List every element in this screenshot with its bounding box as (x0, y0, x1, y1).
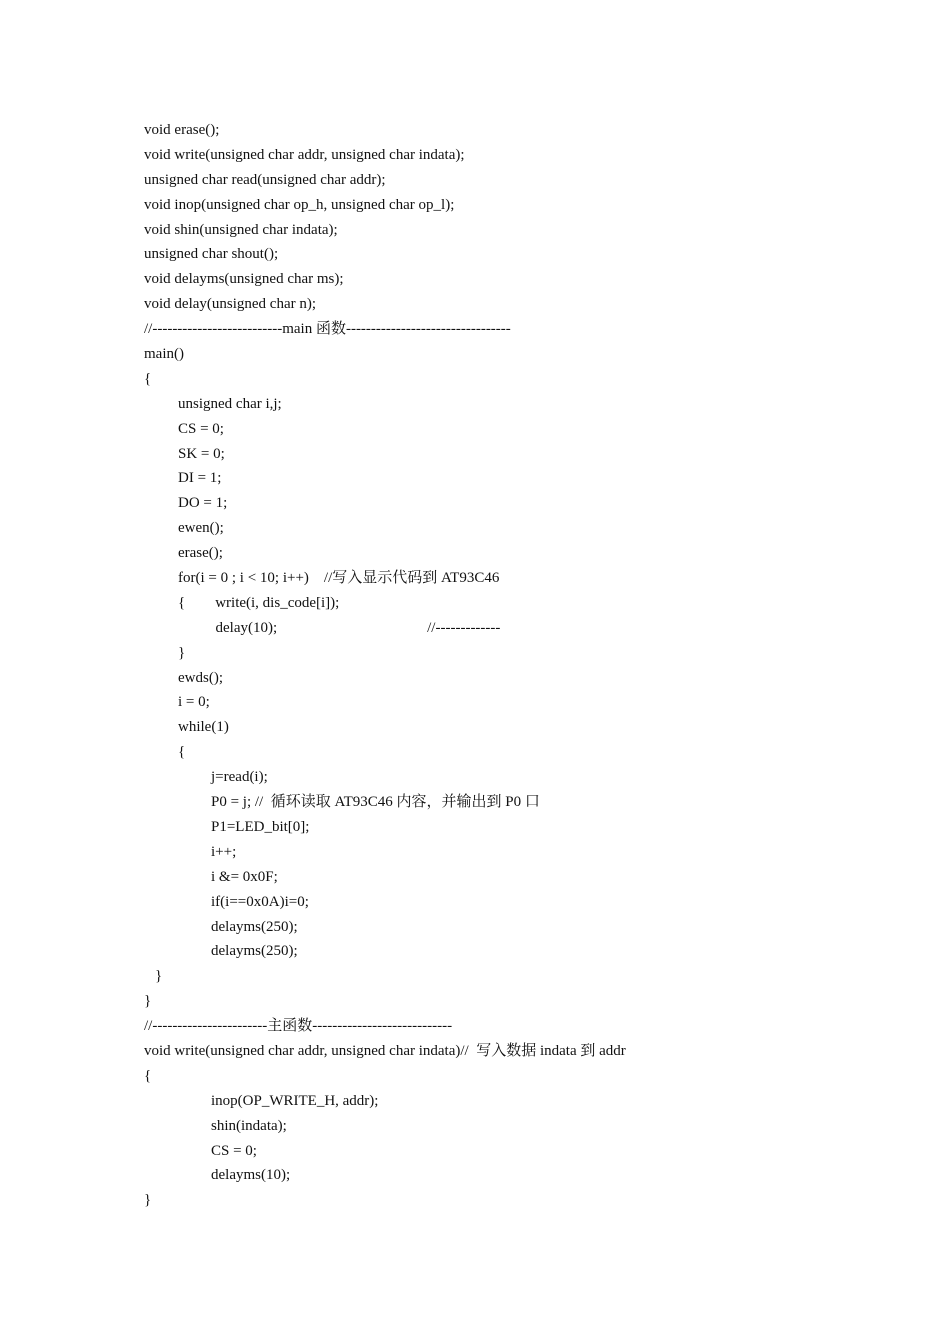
code-line: { (178, 744, 186, 761)
code-line: delayms(250); (211, 918, 298, 935)
code-line: P0 = j; // 循环读取 AT93C46 内容，并输出到 P0 口 (211, 794, 540, 811)
code-line: shin(indata); (211, 1117, 287, 1134)
code-line: void shin(unsigned char indata); (144, 221, 338, 238)
code-line: void write(unsigned char addr, unsigned char indata); (144, 146, 465, 163)
code-line: unsigned char i,j; (178, 395, 282, 412)
code-line: P1=LED_bit[0]; (211, 818, 310, 835)
code-line: void write(unsigned char addr, unsigned char indata)// 写入数据 indata 到 addr (144, 1042, 626, 1059)
code-line: j=read(i); (211, 769, 268, 786)
code-line: } (144, 1192, 152, 1209)
code-line: unsigned char read(unsigned char addr); (144, 171, 386, 188)
code-line: delayms(10); (211, 1167, 291, 1184)
code-line: } (155, 968, 163, 985)
code-line: void inop(unsigned char op_h, unsigned char op_l); (144, 196, 455, 213)
code-line: DI = 1; (178, 470, 222, 487)
code-line: } (178, 644, 186, 661)
section-divider-comment: //-----------------------主函数---------------------------- (144, 1018, 453, 1035)
code-line: for(i = 0 ; i < 10; i++) //写入显示代码到 AT93C46 (178, 570, 500, 587)
code-line: { (144, 1067, 152, 1084)
code-line: delay(10); //------------- (178, 619, 501, 636)
code-line: inop(OP_WRITE_H, addr); (211, 1092, 379, 1109)
code-line: i = 0; (178, 694, 210, 711)
code-line: i++; (211, 843, 237, 860)
code-line: { (144, 370, 152, 387)
code-line: void erase(); (144, 122, 220, 138)
code-line: DO = 1; (178, 495, 228, 512)
code-line: erase(); (178, 545, 223, 562)
code-line: i &= 0x0F; (211, 868, 278, 885)
code-line: void delayms(unsigned char ms); (144, 271, 344, 288)
code-line: CS = 0; (211, 1142, 257, 1159)
code-line: } (144, 993, 152, 1010)
code-line: SK = 0; (178, 445, 225, 462)
code-line: unsigned char shout(); (144, 246, 279, 263)
code-line: main() (144, 346, 184, 363)
code-line: { write(i, dis_code[i]); (178, 594, 340, 611)
code-line: while(1) (178, 719, 229, 736)
code-line: void delay(unsigned char n); (144, 296, 317, 313)
code-line: delayms(250); (211, 943, 298, 960)
code-listing (144, 118, 904, 1213)
code-line: ewen(); (178, 520, 224, 537)
code-line: if(i==0x0A)i=0; (211, 893, 309, 910)
code-line: ewds(); (178, 669, 223, 686)
section-divider-comment: //--------------------------main 函数--------------------------------- (144, 321, 511, 338)
code-line: CS = 0; (178, 420, 224, 437)
